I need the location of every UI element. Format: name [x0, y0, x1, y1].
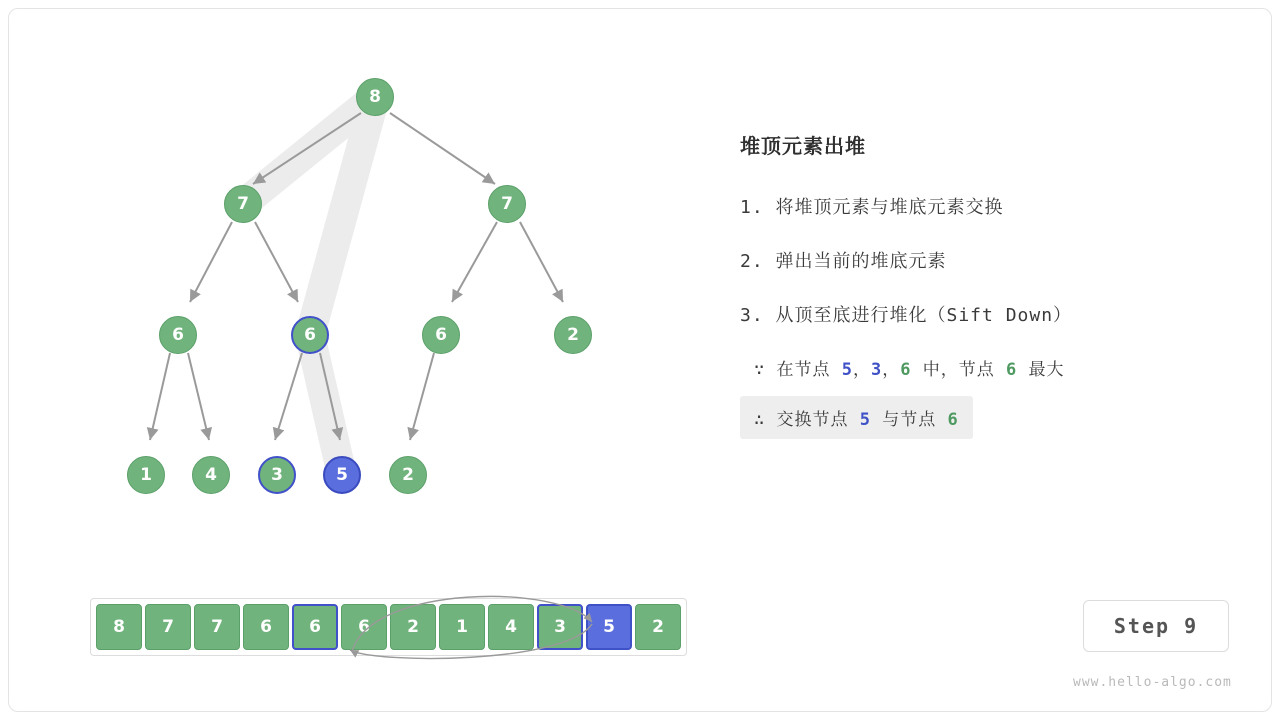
conclusion-mid: 与节点: [870, 410, 948, 430]
array-cell[interactable]: 4: [488, 604, 534, 650]
heap-array: [90, 598, 687, 656]
conclusion-line-wrap: [740, 396, 1230, 455]
reason-value-4: 6: [1005, 360, 1018, 380]
step-item-1: 1. 将堆顶元素与堆底元素交换: [740, 197, 1004, 218]
tree-node[interactable]: 7: [224, 185, 262, 223]
watermark: www.hello-algo.com: [1073, 675, 1232, 690]
reason-suffix: 最大: [1017, 360, 1065, 380]
tree-node-active[interactable]: 5: [323, 456, 361, 494]
array-cell[interactable]: 8: [96, 604, 142, 650]
reason-value-2: 3: [870, 360, 883, 380]
array-cell[interactable]: 6: [341, 604, 387, 650]
array-cell[interactable]: 2: [390, 604, 436, 650]
array-cell[interactable]: 1: [439, 604, 485, 650]
array-cell[interactable]: 2: [635, 604, 681, 650]
tree-node[interactable]: 2: [389, 456, 427, 494]
tree-node[interactable]: 6: [159, 316, 197, 354]
reason-value-3: 6: [900, 360, 912, 380]
reason-line-wrap: [740, 355, 1230, 396]
tree-node[interactable]: 4: [192, 456, 230, 494]
conclusion-value-1: 5: [859, 410, 871, 430]
step-item-2: 2. 弹出当前的堆底元素: [740, 251, 947, 272]
panel-title: 堆顶元素出堆: [740, 134, 866, 158]
reason-sep-2: ，: [882, 360, 901, 380]
reason-sep-1: ，: [852, 360, 871, 380]
tree-node-selected[interactable]: 6: [291, 316, 329, 354]
reason-mid: 中，节点: [911, 360, 1006, 380]
array-cell[interactable]: 7: [145, 604, 191, 650]
reason-value-1: 5: [841, 360, 853, 380]
reason-prefix: ∵ 在节点: [754, 360, 842, 380]
array-cell-selected[interactable]: 6: [292, 604, 338, 650]
tree-node[interactable]: 1: [127, 456, 165, 494]
step-item-3: 3. 从顶至底进行堆化（Sift Down）: [740, 305, 1073, 326]
array-cell-active[interactable]: 5: [586, 604, 632, 650]
conclusion-prefix: ∴ 交换节点: [754, 410, 860, 430]
binary-heap-tree: [0, 0, 720, 560]
tree-node[interactable]: 6: [422, 316, 460, 354]
conclusion-line: [740, 396, 973, 439]
step-badge: Step 9: [1083, 600, 1229, 652]
conclusion-value-2: 6: [947, 410, 959, 430]
tree-node[interactable]: 8: [356, 78, 394, 116]
explanation-panel: [740, 130, 1230, 455]
tree-node[interactable]: 7: [488, 185, 526, 223]
array-cell[interactable]: 6: [243, 604, 289, 650]
tree-node[interactable]: 2: [554, 316, 592, 354]
tree-node-selected[interactable]: 3: [258, 456, 296, 494]
array-cell[interactable]: 7: [194, 604, 240, 650]
array-cell-selected[interactable]: 3: [537, 604, 583, 650]
reason-line: [754, 355, 1064, 380]
